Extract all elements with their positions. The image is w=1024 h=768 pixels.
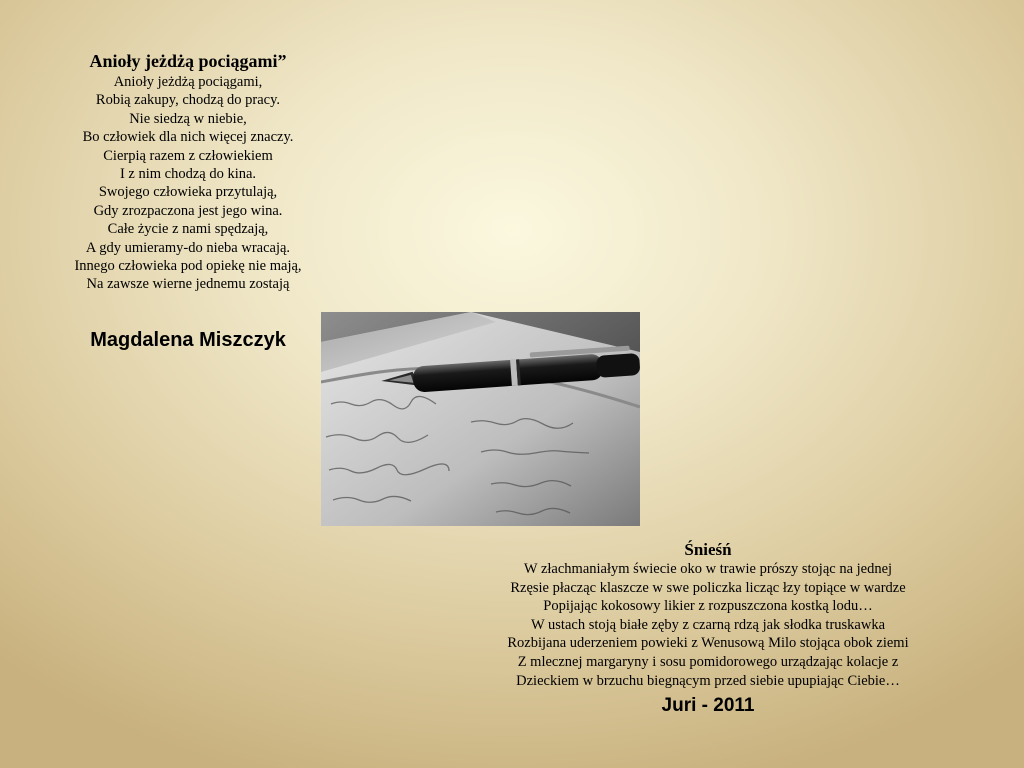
poem-title: Śnieśń — [684, 540, 732, 559]
poem-line: A gdy umieramy-do nieba wracają. — [85, 239, 291, 256]
poem-line: Innego człowieka pod opiekę nie mają, — [74, 258, 302, 275]
poem-line: I z nim chodzą do kina. — [119, 166, 257, 183]
poem-title: Anioły jeżdżą pociągami” — [89, 51, 287, 71]
poem-line: W złachmaniałym świecie oko w trawie prószy stojąc na jednej — [523, 561, 893, 577]
poem-anioly — [38, 50, 338, 294]
poem-line: Na zawsze wierne jednemu zostają — [86, 276, 290, 293]
poem-line: Rzęsie płacząc klaszcze w swe policzka licząc łzy topiące w wardze — [510, 579, 906, 596]
author-name: Juri - 2011 — [661, 695, 755, 716]
poem-line: Anioły jeżdżą pociągami, — [113, 74, 263, 90]
poem-line: Rozbijana uderzeniem powieki z Wenusową Milo stojąca obok ziemi — [507, 635, 909, 652]
poem-line: W ustach stoją białe zęby z czarną rdzą jak słodka truskawka — [530, 616, 886, 633]
poem-line: Z mlecznej margaryny i sosu pomidorowego urządzając kolacje z — [517, 653, 899, 670]
poem-line: Nie siedzą w niebie, — [129, 110, 247, 127]
poem-line: Robią zakupy, chodzą do pracy. — [95, 92, 281, 109]
poem-line: Bo człowiek dla nich więcej znaczy. — [82, 129, 294, 146]
poem-line: Dzieckiem w brzuchu biegnącym przed siebie upupiając Ciebie… — [516, 672, 900, 689]
poem-line: Swojego człowieka przytulają, — [98, 184, 278, 201]
poem-line: Całe życie z nami spędzają, — [107, 221, 269, 238]
author-name: Magdalena Miszczyk — [90, 329, 286, 351]
poem-line: Popijając kokosowy likier z rozpuszczona kostką lodu… — [543, 598, 873, 615]
poem-sniesn — [458, 540, 958, 690]
poem-line: Gdy zrozpaczona jest jego wina. — [93, 202, 283, 219]
poem-line: Cierpią razem z człowiekiem — [103, 147, 273, 164]
notebook-pen-photo — [321, 312, 640, 526]
notebook-pen-illustration — [321, 312, 640, 526]
